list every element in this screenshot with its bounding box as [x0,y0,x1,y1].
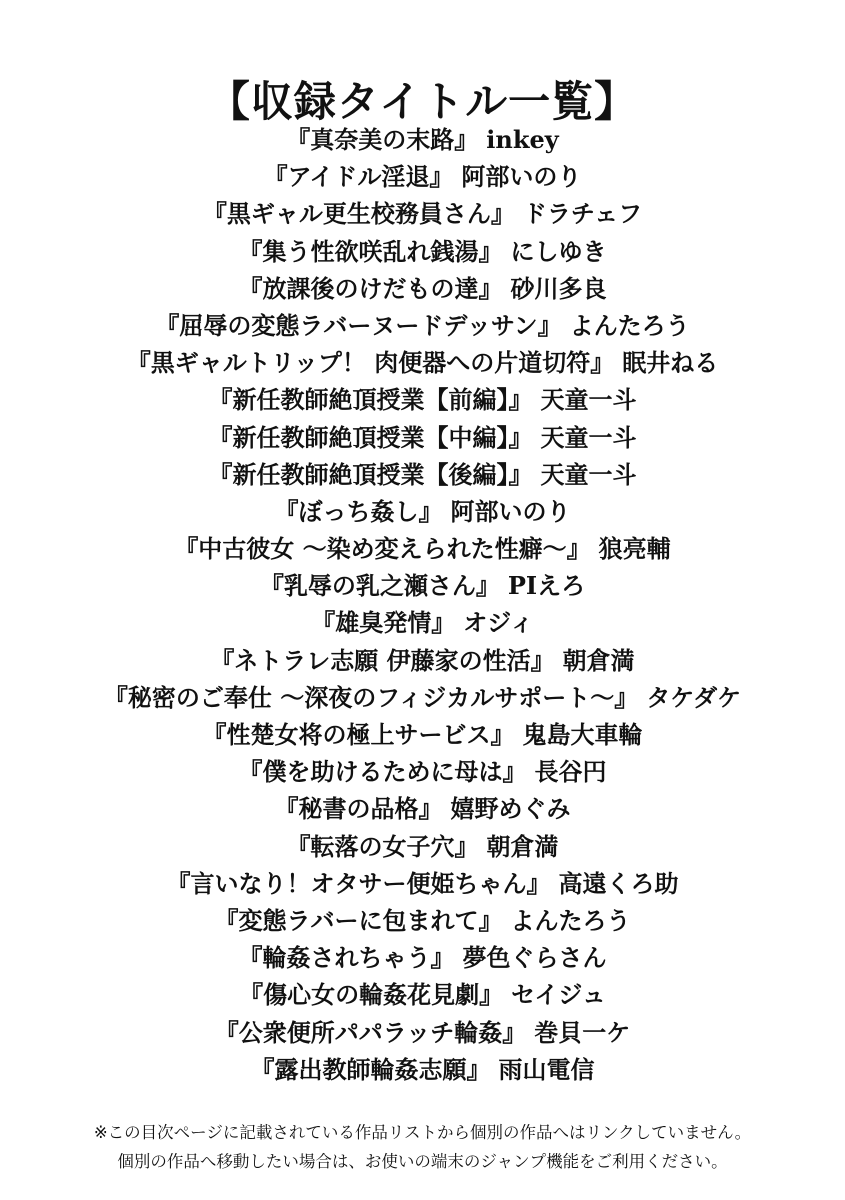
toc-item-title: 『新任教師絶頂授業【後編】』 [208,459,533,489]
toc-item-author: 鬼島大車輪 [522,720,643,749]
toc-item [0,158,845,195]
toc-item [0,530,845,567]
toc-item [0,381,845,418]
toc-item [0,679,845,716]
page-title: 【収録タイトル一覧】 [207,77,638,127]
toc-item-author: 阿部いのり [461,162,582,192]
toc-item [0,419,845,456]
toc-item-title: 『露出教師輪姦志願』 [250,1054,491,1084]
toc-item [0,233,845,270]
toc-item [0,456,845,493]
toc-item-title: 『秘書の品格』 [274,794,443,824]
toc-item-author: オジィ [463,608,534,638]
toc-item [0,976,845,1013]
toc-item [0,1051,845,1088]
toc-item [0,753,845,790]
toc-item [0,344,845,381]
toc-item-title: 『黒ギャル更生校務員さん』 [202,199,515,229]
toc-item-author: 高遠くろ助 [558,868,679,898]
notice-line-2: 個別の作品へ移動したい場合は、お使いの端末のジャンプ機能をご利用ください。 [117,1152,728,1171]
toc-item-author: 朝倉満 [562,645,635,675]
toc-item-title: 『言いなり！オタサー便姫ちゃん』 [166,868,551,898]
toc-item-author: 天童一斗 [540,385,637,415]
toc-item [0,121,845,158]
toc-item-author: 砂川多良 [510,273,607,303]
toc-item-author: 眠井ねる [622,348,719,378]
toc-item [0,939,845,976]
toc-item-author: ドラチェフ [522,199,643,229]
toc-item [0,493,845,530]
toc-item [0,195,845,232]
toc-item [0,567,845,604]
toc-item-title: 『転落の女子穴』 [286,831,479,861]
toc-item [0,790,845,827]
toc-item-title: 『中古彼女 ～染め変えられた性癖～』 [174,534,591,564]
toc-item-author: 阿部いのり [450,496,571,526]
toc-item-author: PIえろ [507,571,586,601]
toc-item-author: 長谷円 [534,757,607,787]
toc-item [0,716,845,753]
toc-item-title: 『新任教師絶頂授業【前編】』 [208,385,533,415]
toc-item [0,902,845,939]
notice-line-1: ※この目次ページに記載されている作品リストから個別の作品へはリンクしていません。 [93,1123,752,1142]
toc-item-author: 狼亮輔 [598,534,671,564]
toc-item-title: 『乳辱の乳之瀬さん』 [259,571,500,601]
toc-item-title: 『真奈美の末路』 [286,125,479,154]
toc-item-title: 『輪姦されちゃう』 [238,943,455,973]
toc-item-title: 『新任教師絶頂授業【中編】』 [208,422,533,452]
toc-item-author: セイジュ [511,980,606,1010]
toc-item-author: タケダケ [646,682,742,712]
toc-item-author: よんたろう [510,905,631,935]
toc-item-author: よんたろう [569,310,690,340]
toc-item-author: 嬉野めぐみ [450,794,571,824]
toc-item [0,865,845,902]
toc-item [0,270,845,307]
toc-item [0,1014,845,1051]
toc-item-author: 雨山電信 [498,1054,595,1084]
toc-item-title: 『傷心女の輪姦花見劇』 [239,980,504,1010]
toc-item-title: 『僕を助けるために母は』 [238,757,527,787]
toc-item-author: 巻貝一ケ [534,1017,631,1047]
toc-item-author: にしゆき [510,236,607,266]
toc-item-title: 『性楚女将の極上サービス』 [202,720,515,749]
toc-item [0,307,845,344]
toc-item-author: 朝倉満 [486,831,559,861]
toc-item-title: 『公衆便所パパラッチ輪姦』 [214,1017,527,1047]
toc-item-author: 天童一斗 [540,422,637,452]
toc-item-title: 『屈辱の変態ラバーヌードデッサン』 [155,310,562,340]
toc-list [0,121,845,1088]
toc-item-title: 『アイドル淫退』 [263,162,454,192]
toc-item-title: 『秘密のご奉仕 ～深夜のフィジカルサポート～』 [103,682,639,712]
toc-item-title: 『ぼっち姦し』 [274,496,443,526]
toc-item-author: inkey [486,125,559,154]
toc-item-title: 『雄臭発情』 [311,608,456,638]
toc-item [0,828,845,865]
toc-item-title: 『ネトラレ志願 伊藤家の性活』 [210,645,555,675]
toc-item [0,642,845,679]
toc-item [0,604,845,641]
toc-item-title: 『黒ギャルトリップ！ 肉便器への片道切符』 [126,348,615,378]
toc-item-author: 天童一斗 [540,459,637,489]
toc-item-title: 『放課後のけだもの達』 [238,273,503,303]
toc-item-author: 夢色ぐらさん [462,943,607,973]
toc-item-title: 『集う性欲咲乱れ銭湯』 [238,236,503,266]
toc-item-title: 『変態ラバーに包まれて』 [214,905,503,935]
